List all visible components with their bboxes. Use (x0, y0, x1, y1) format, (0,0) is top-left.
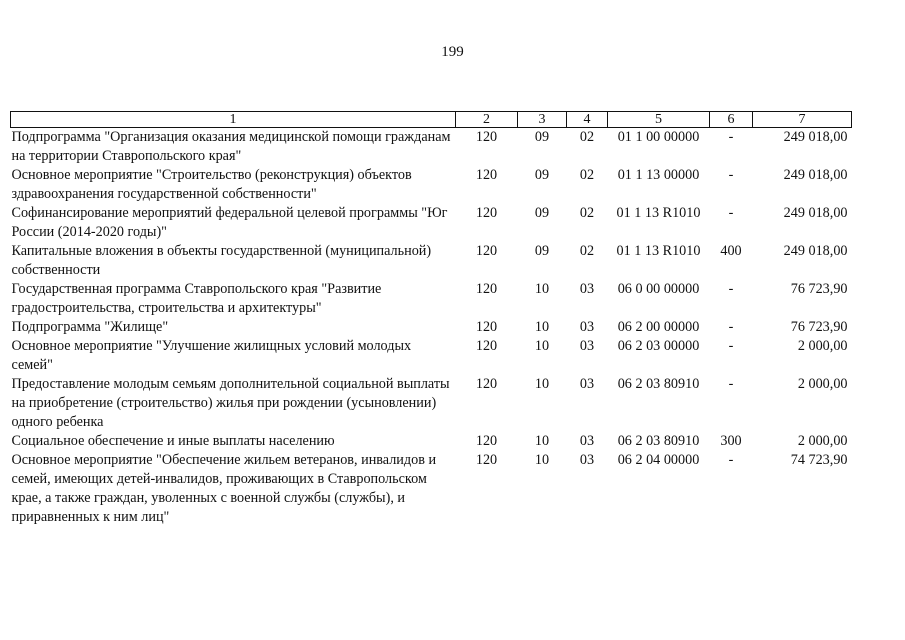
header-row (11, 112, 852, 128)
cell-item-name: Подпрограмма "Жилище" (11, 319, 169, 335)
cell-admin-code: 120 (475, 205, 498, 221)
table-row (11, 375, 852, 432)
table-row (11, 318, 852, 337)
cell-section: 10 (534, 281, 550, 297)
cell-admin-code: 120 (475, 243, 498, 259)
cell-admin-code: 120 (475, 433, 498, 449)
cell-item-name: Капитальные вложения в объекты государственной (муниципальной) собственности (11, 243, 432, 278)
cell-target-article: 01 1 13 R1010 (616, 205, 701, 221)
cell-section: 10 (534, 452, 550, 468)
cell-expense-type: - (728, 129, 734, 145)
cell-section: 10 (534, 319, 550, 335)
cell-expense-type: - (728, 376, 734, 392)
cell-item-name: Основное мероприятие "Строительство (реконструкция) объектов здравоохранения государственной собственности" (11, 167, 412, 202)
cell-subsection: 03 (579, 452, 595, 468)
cell-subsection: 03 (579, 433, 595, 449)
cell-item-name: Социальное обеспечение и иные выплаты населению (11, 433, 335, 449)
cell-expense-type: - (728, 205, 734, 221)
page-number: 199 (441, 44, 464, 60)
cell-target-article: 06 0 00 00000 (617, 281, 700, 297)
table-row (11, 337, 852, 375)
column-header-4: 4 (567, 112, 608, 128)
cell-amount: 249 018,00 (783, 205, 848, 221)
cell-item-name: Основное мероприятие "Улучшение жилищных условий молодых семей" (11, 338, 412, 373)
cell-amount: 249 018,00 (783, 129, 848, 145)
table-row (11, 204, 852, 242)
cell-expense-type: 400 (720, 243, 742, 259)
cell-amount: 2 000,00 (797, 338, 848, 354)
cell-amount: 2 000,00 (797, 433, 848, 449)
column-header-7: 7 (753, 112, 852, 128)
column-header-3: 3 (518, 112, 567, 128)
cell-subsection: 02 (579, 129, 595, 145)
table-row (11, 166, 852, 204)
column-header-6: 6 (710, 112, 753, 128)
cell-admin-code: 120 (475, 167, 498, 183)
cell-amount: 76 723,90 (790, 281, 848, 297)
cell-item-name: Государственная программа Ставропольского края "Развитие градостроительства, строительства и архитектуры" (11, 281, 382, 316)
cell-expense-type: - (728, 452, 734, 468)
cell-subsection: 02 (579, 167, 595, 183)
cell-section: 10 (534, 376, 550, 392)
table-row (11, 242, 852, 280)
cell-admin-code: 120 (475, 452, 498, 468)
cell-section: 10 (534, 338, 550, 354)
cell-admin-code: 120 (475, 376, 498, 392)
column-header-1: 1 (11, 112, 456, 128)
cell-target-article: 06 2 04 00000 (617, 452, 700, 468)
cell-target-article: 06 2 00 00000 (617, 319, 700, 335)
cell-section: 09 (534, 243, 550, 259)
cell-subsection: 03 (579, 338, 595, 354)
cell-target-article: 06 2 03 80910 (617, 433, 700, 449)
cell-target-article: 01 1 13 R1010 (616, 243, 701, 259)
cell-section: 09 (534, 167, 550, 183)
column-header-5: 5 (608, 112, 710, 128)
cell-item-name: Подпрограмма "Организация оказания медицинской помощи гражданам на территории Ставропольского края" (11, 129, 451, 164)
cell-section: 09 (534, 129, 550, 145)
cell-subsection: 02 (579, 243, 595, 259)
cell-expense-type: - (728, 167, 734, 183)
cell-expense-type: - (728, 338, 734, 354)
cell-expense-type: - (728, 319, 734, 335)
cell-target-article: 06 2 03 00000 (617, 338, 700, 354)
cell-subsection: 03 (579, 319, 595, 335)
cell-admin-code: 120 (475, 319, 498, 335)
cell-amount: 74 723,90 (790, 452, 848, 468)
cell-expense-type: - (728, 281, 734, 297)
cell-amount: 76 723,90 (790, 319, 848, 335)
cell-amount: 249 018,00 (783, 167, 848, 183)
cell-target-article: 06 2 03 80910 (617, 376, 700, 392)
cell-section: 10 (534, 433, 550, 449)
cell-amount: 2 000,00 (797, 376, 848, 392)
cell-item-name: Основное мероприятие "Обеспечение жильем ветеранов, инвалидов и семей, имеющих детей-инвалидов, проживающих в Ставропольском крае, а также граждан, уволенных с военной службы (службы), и приравненных к ним лиц" (11, 452, 437, 525)
column-header-2: 2 (456, 112, 518, 128)
table-body (11, 128, 852, 528)
cell-target-article: 01 1 13 00000 (617, 167, 700, 183)
cell-admin-code: 120 (475, 338, 498, 354)
cell-amount: 249 018,00 (783, 243, 848, 259)
cell-target-article: 01 1 00 00000 (617, 129, 700, 145)
cell-subsection: 03 (579, 376, 595, 392)
cell-admin-code: 120 (475, 281, 498, 297)
cell-subsection: 03 (579, 281, 595, 297)
table-row (11, 128, 852, 167)
table-row (11, 280, 852, 318)
cell-item-name: Софинансирование мероприятий федеральной целевой программы "Юг России (2014-2020 годы)" (11, 205, 448, 240)
cell-expense-type: 300 (720, 433, 742, 449)
cell-item-name: Предоставление молодым семьям дополнительной социальной выплаты на приобретение (строительство) жилья при рождении (усыновлении) одного ребенка (11, 376, 450, 430)
budget-table (10, 111, 852, 527)
cell-subsection: 02 (579, 205, 595, 221)
cell-admin-code: 120 (475, 129, 498, 145)
table-row (11, 451, 852, 527)
cell-section: 09 (534, 205, 550, 221)
table-row (11, 432, 852, 451)
